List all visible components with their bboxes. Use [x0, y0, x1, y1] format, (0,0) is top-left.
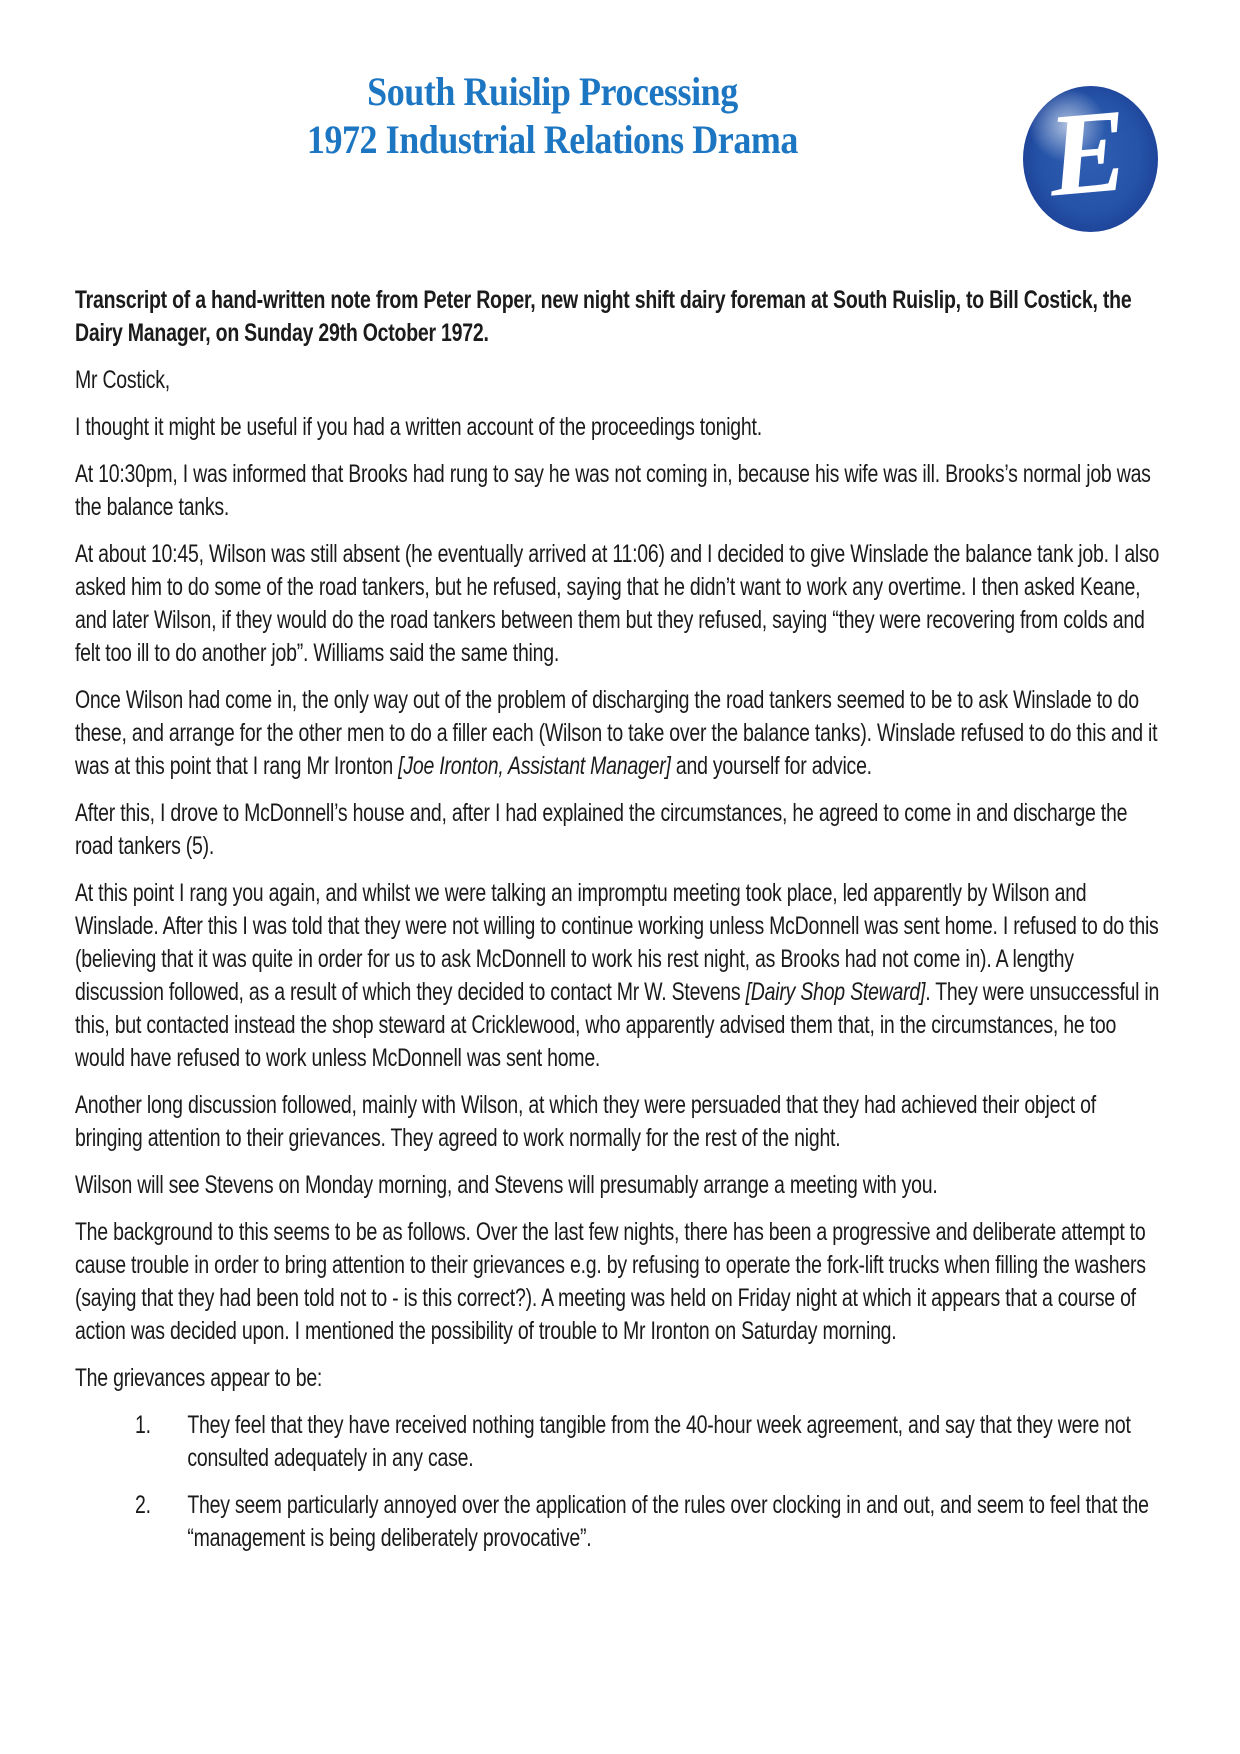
list-item: [75, 1489, 1165, 1555]
paragraph: [75, 1169, 1165, 1202]
paragraph: [75, 411, 1165, 444]
list-item-text: [187, 1409, 1164, 1475]
paragraph: [75, 458, 1165, 524]
text-run: Transcript of a hand-written note from Peter Roper, new night shift dairy foreman at South Ruislip, to Bill Costick, the Dairy Manager, on Sunday 29th October 1972.: [75, 286, 1132, 347]
text-run: At about 10:45, Wilson was still absent (he eventually arrived at 11:06) and I decided to give Winslade the balance tank job. I also asked him to do some of the road tankers, but he refused, saying that he didn’t want to work any overtime. I then asked Keane, and later Wilson, if they would do the road tankers between them but they refused, saying “they were recovering from colds and felt too ill to do another job”. Williams said the same thing.: [75, 540, 1160, 667]
logo-letter-e: E: [1043, 84, 1133, 222]
text-run: Mr Costick,: [75, 366, 170, 394]
text-run: At 10:30pm, I was informed that Brooks had rung to say he was not coming in, because his wife was ill. Brooks’s normal job was the balance tanks.: [75, 460, 1151, 521]
express-e-logo: [1023, 86, 1158, 232]
text-run: They feel that they have received nothing tangible from the 40-hour week agreement, and say that they were not consulted adequately in any case.: [187, 1411, 1131, 1472]
paragraph: [75, 1362, 1165, 1395]
text-run: Once Wilson had come in, the only way out of the problem of discharging the road tankers seemed to be to ask Winslade to do these, and arrange for the other men to do a filler each (Wilson to take over the balance tanks). Winslade refused to do this and it was at this point that I rang Mr Ironton: [75, 686, 1158, 780]
text-run: and yourself for advice.: [670, 752, 872, 780]
document-title-line1: South Ruislip Processing: [367, 69, 738, 114]
text-run: I thought it might be useful if you had a written account of the proceedings tonight.: [75, 413, 762, 441]
document-title-line2: 1972 Industrial Relations Drama: [306, 117, 798, 162]
paragraph: [75, 877, 1165, 1075]
list-item-text: [187, 1489, 1164, 1555]
document-title: [75, 68, 1030, 164]
paragraph: [75, 684, 1165, 783]
text-run: They seem particularly annoyed over the application of the rules over clocking in and out, and seem to feel that the “management is being deliberately provocative”.: [187, 1491, 1149, 1552]
text-run: The background to this seems to be as follows. Over the last few nights, there has been a progressive and deliberate attempt to cause trouble in order to bring attention to their grievances e.g. by refusing to operate the fork-lift trucks when filling the washers (saying that they had been told not to - is this correct?). A meeting was held on Friday night at which it appears that a course of action was decided upon. I mentioned the possibility of trouble to Mr Ironton on Saturday morning.: [75, 1218, 1146, 1345]
text-run: . They were unsuccessful in this, but contacted instead the shop steward at Cricklewood, who apparently advised them that, in the circumstances, he too would have refused to work unless McDonnell was sent home.: [75, 978, 1160, 1072]
italic-run: [Dairy Shop Steward]: [745, 978, 926, 1006]
list-item-number: 1.: [135, 1411, 151, 1439]
paragraph: [75, 1089, 1165, 1155]
paragraph: [75, 538, 1165, 670]
list-item-number: 2.: [135, 1491, 151, 1519]
paragraph: [75, 1216, 1165, 1348]
intro-paragraph: [75, 284, 1165, 350]
text-run: Another long discussion followed, mainly with Wilson, at which they were persuaded that they had achieved their object of bringing attention to their grievances. They agreed to work normally for the rest of the night.: [75, 1091, 1096, 1152]
text-run: Wilson will see Stevens on Monday morning, and Stevens will presumably arrange a meeting with you.: [75, 1171, 938, 1199]
document-body: [75, 284, 1165, 1569]
text-run: At this point I rang you again, and whilst we were talking an impromptu meeting took place, led apparently by Wilson and Winslade. After this I was told that they were not willing to continue working unless McDonnell was sent home. I refused to do this (believing that it was quite in order for us to ask McDonnell to work his rest night, as Brooks had not come in). A lengthy discussion followed, as a result of which they decided to contact Mr W. Stevens: [75, 879, 1159, 1006]
paragraph: [75, 364, 1165, 397]
list-item: [75, 1409, 1165, 1475]
text-run: The grievances appear to be:: [75, 1364, 323, 1392]
text-run: After this, I drove to McDonnell’s house and, after I had explained the circumstances, he agreed to come in and discharge the road tankers (5).: [75, 799, 1128, 860]
italic-run: [Joe Ironton, Assistant Manager]: [398, 752, 671, 780]
paragraph: [75, 797, 1165, 863]
